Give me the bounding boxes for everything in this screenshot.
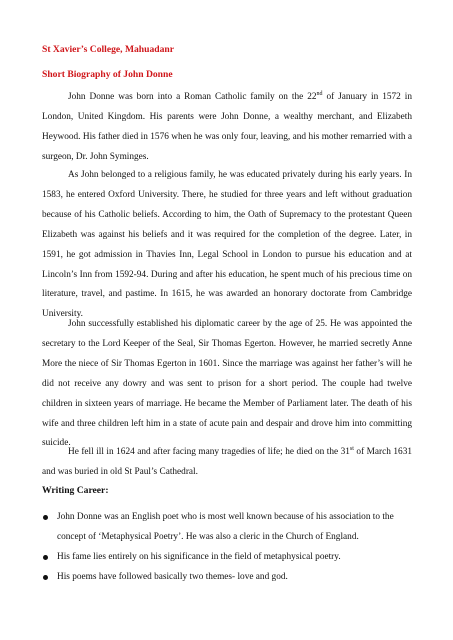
list-item-text: John Donne was an English poet who is most well known because of his association to the concept of ‘Metaphysical Poetry’. He was also a cleric in the Church of England.	[57, 512, 394, 542]
list-item	[42, 508, 412, 548]
biography-title: Short Biography of John Donne	[42, 69, 173, 80]
paragraph-education: As John belonged to a religious family, he was educated privately during his early years. In 1583, he entered Oxford University. There, he studied for three years and left without graduation because of his Catholic beliefs. According to him, the Oath of Supremacy to the protestant Queen Elizabeth was against his beliefs and it was required for the completion of the degree. Later, in 1591, he got admission in Thavies Inn, Legal School in London to pursue his education and at Lincoln’s Inn from 1592-94. During and after his education, he spent much of his precious time on literature, travel, and pastime. In 1615, he was awarded an honorary doctorate from Cambridge University.	[42, 170, 412, 320]
bullet-icon	[43, 555, 48, 560]
ordinal-suffix: nd	[316, 90, 323, 97]
list-item-text: His poems have followed basically two themes- love and god.	[57, 571, 288, 582]
paragraph-career: John successfully established his diplomatic career by the age of 25. He was appointed the secretary to the Lord Keeper of the Seal, Sir Thomas Egerton. However, he married secretly Anne More the niece of Sir Thomas Egerton in 1601. Since the marriage was against her father’s will he did not receive any dowry and was sent to prison for a short period. The couple had twelve children in sixteen years of marriage. He became the Member of Parliament later. The death of his wife and three children left him in a state of acute pain and despair and drove him into committing suicide.	[42, 319, 412, 449]
writing-career-list	[42, 508, 412, 588]
college-name: St Xavier’s College, Mahuadanr	[42, 44, 174, 55]
paragraph-text: John Donne was born into a Roman Catholic family on the 22	[68, 92, 317, 102]
list-item	[42, 548, 412, 568]
bullet-icon	[43, 575, 48, 580]
writing-career-heading: Writing Career:	[42, 485, 109, 496]
list-item	[42, 568, 412, 588]
paragraph-text: of January in 1572 in London, United Kingdom. His parents were John Donne, a wealthy merchant, and Elizabeth Heywood. His father died in 1576 when he was only four, leaving, and his mother remarried with a surgeon, Dr. John Syminges.	[42, 92, 412, 162]
paragraph-text: He fell ill in 1624 and after facing many tragedies of life; he died on the 31	[68, 447, 350, 457]
ordinal-suffix: st	[349, 445, 354, 452]
paragraph-early-life	[42, 88, 412, 168]
bullet-icon	[43, 515, 48, 520]
list-item-text: His fame lies entirely on his significance in the field of metaphysical poetry.	[57, 551, 341, 562]
paragraph-death	[42, 443, 412, 483]
paragraph-text: of March 1631 and was buried in old St Paul’s Cathedral.	[42, 447, 412, 477]
